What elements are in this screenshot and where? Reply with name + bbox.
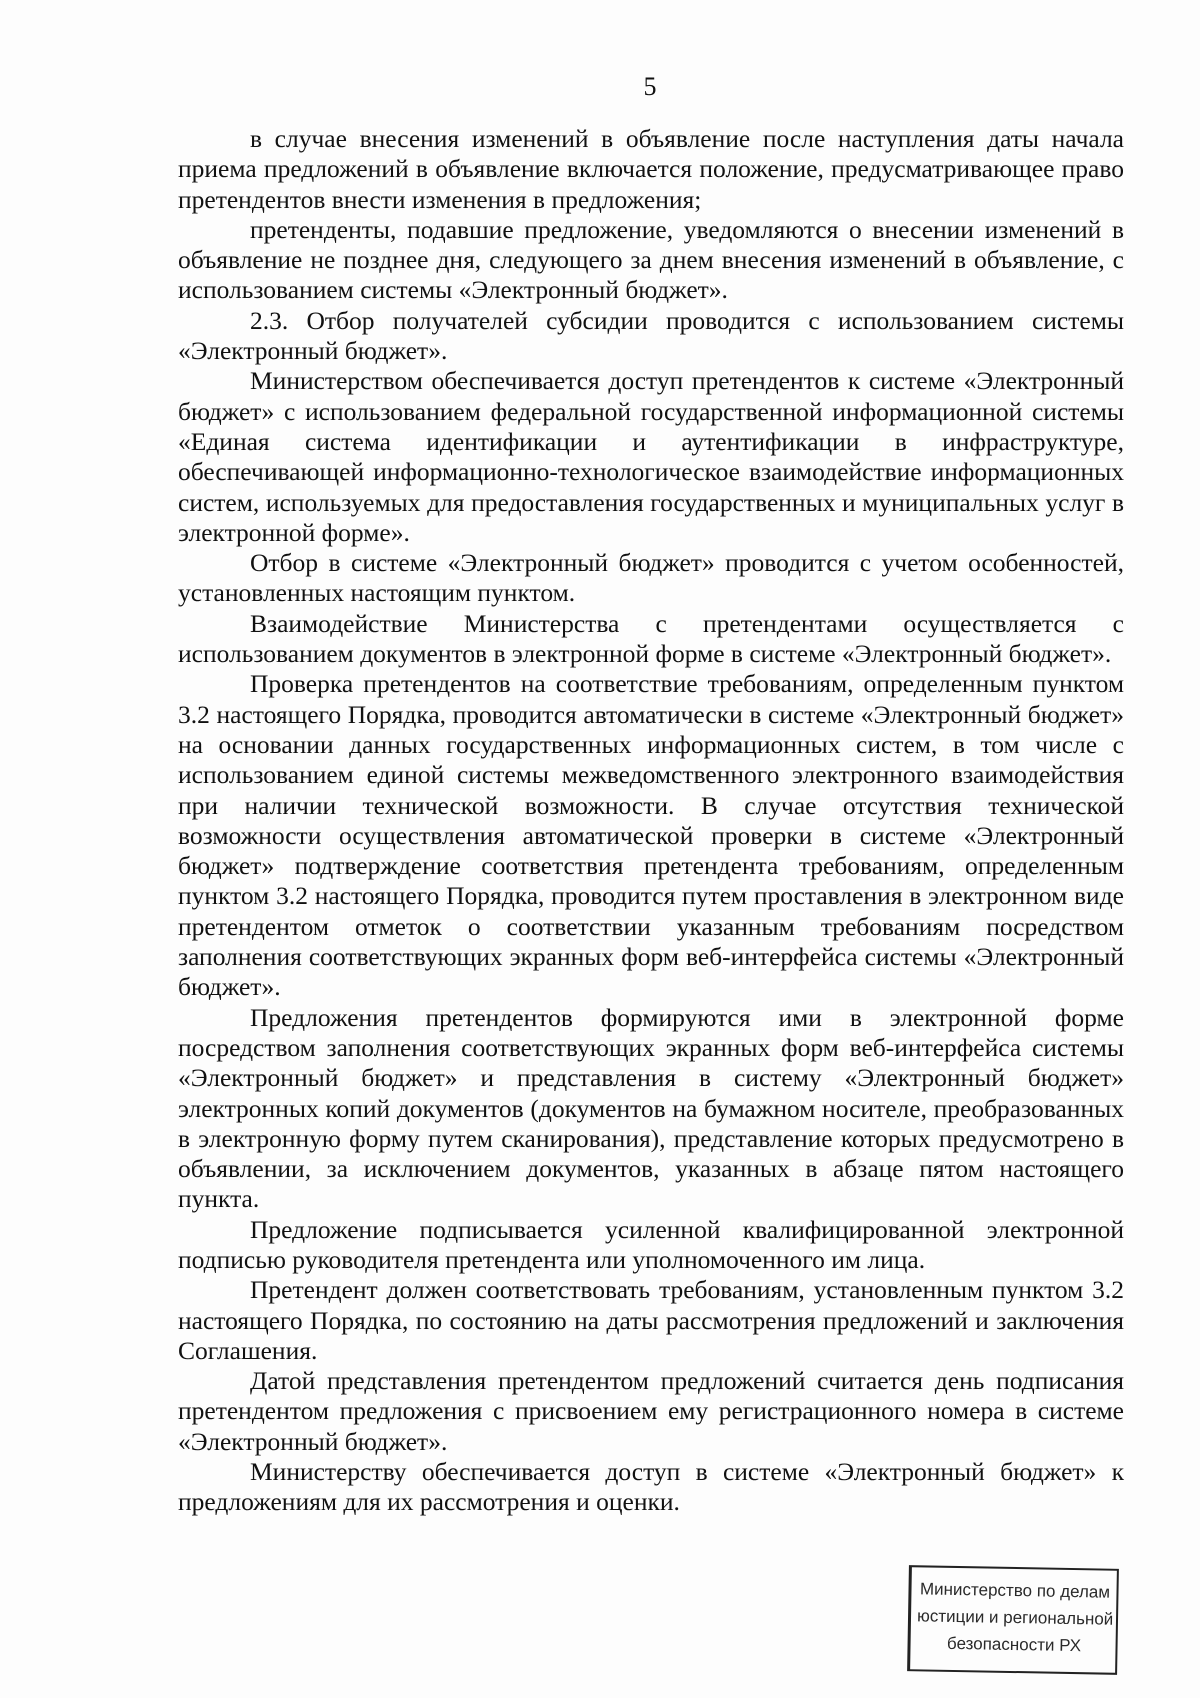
ministry-stamp <box>907 1565 1119 1675</box>
stamp-line: безопасности РХ <box>946 1633 1082 1656</box>
paragraph: Министерству обеспечивается доступ в системе «Электронный бюджет» к предложениям для их рассмотрения и оценки. <box>178 1457 1124 1517</box>
paragraph: претенденты, подавшие предложение, уведомляются о внесении изменений в объявление не позднее дня, следующего за днем внесения изменений в объявление, с использованием системы «Электронный бюджет». <box>178 214 1124 305</box>
paragraph: Министерством обеспечивается доступ претендентов к системе «Электронный бюджет» с использованием федеральной государственной информационной системы «Единая система идентификации и аутентификации в инфраструктуре, обеспечивающей информационно-технологическое взаимодействие информационных систем, используемых для предоставления государственных и муниципальных услуг в электронной форме». <box>178 366 1124 547</box>
document-body <box>178 124 1124 1518</box>
paragraph: Отбор в системе «Электронный бюджет» проводится с учетом особенностей, установленных настоящим пунктом. <box>178 548 1124 608</box>
paragraph: Проверка претендентов на соответствие требованиям, определенным пунктом 3.2 настоящего Порядка, проводится автоматически в системе «Электронный бюджет» на основании данных государственных информационных систем, в том числе с использованием единой системы межведомственного электронного взаимодействия при наличии технической возможности. В случае отсутствия технической возможности осуществления автоматической проверки в системе «Электронный бюджет» подтверждение соответствия претендента требованиям, определенным пунктом 3.2 настоящего Порядка, проводится путем проставления в электронном виде претендентом отметок о соответствии указанным требованиям посредством заполнения соответствующих экранных форм веб-интерфейса системы «Электронный бюджет». <box>178 669 1124 1002</box>
paragraph: в случае внесения изменений в объявление после наступления даты начала приема предложений в объявление включается положение, предусматривающее право претендентов внести изменения в предложения; <box>178 124 1124 214</box>
paragraph: Взаимодействие Министерства с претендентами осуществляется с использованием документов в электронной форме в системе «Электронный бюджет». <box>178 608 1124 669</box>
paragraph: 2.3. Отбор получателей субсидии проводится с использованием системы «Электронный бюджет». <box>178 305 1124 366</box>
paragraph: Претендент должен соответствовать требованиям, установленным пунктом 3.2 настоящего Порядка, по состоянию на даты рассмотрения предложений и заключения Соглашения. <box>178 1275 1124 1365</box>
stamp-line: юстиции и региональной <box>916 1606 1114 1629</box>
page-number: 5 <box>643 72 657 101</box>
paragraph: Предложение подписывается усиленной квалифицированной электронной подписью руководителя претендента или уполномоченного им лица. <box>178 1214 1124 1274</box>
paragraph: Датой представления претендентом предложений считается день подписания претендентом предложения с присвоением ему регистрационного номера в системе «Электронный бюджет». <box>178 1366 1124 1456</box>
stamp-line: Министерство по делам <box>919 1579 1111 1602</box>
paragraph: Предложения претендентов формируются ими в электронной форме посредством заполнения соответствующих экранных форм веб-интерфейса системы «Электронный бюджет» и представления в систему «Электронный бюджет» электронных копий документов (документов на бумажном носителе, преобразованных в электронную форму путем сканирования), представление которых предусмотрено в объявлении, за исключением документов, указанных в абзаце пятом настоящего пункта. <box>178 1002 1124 1214</box>
